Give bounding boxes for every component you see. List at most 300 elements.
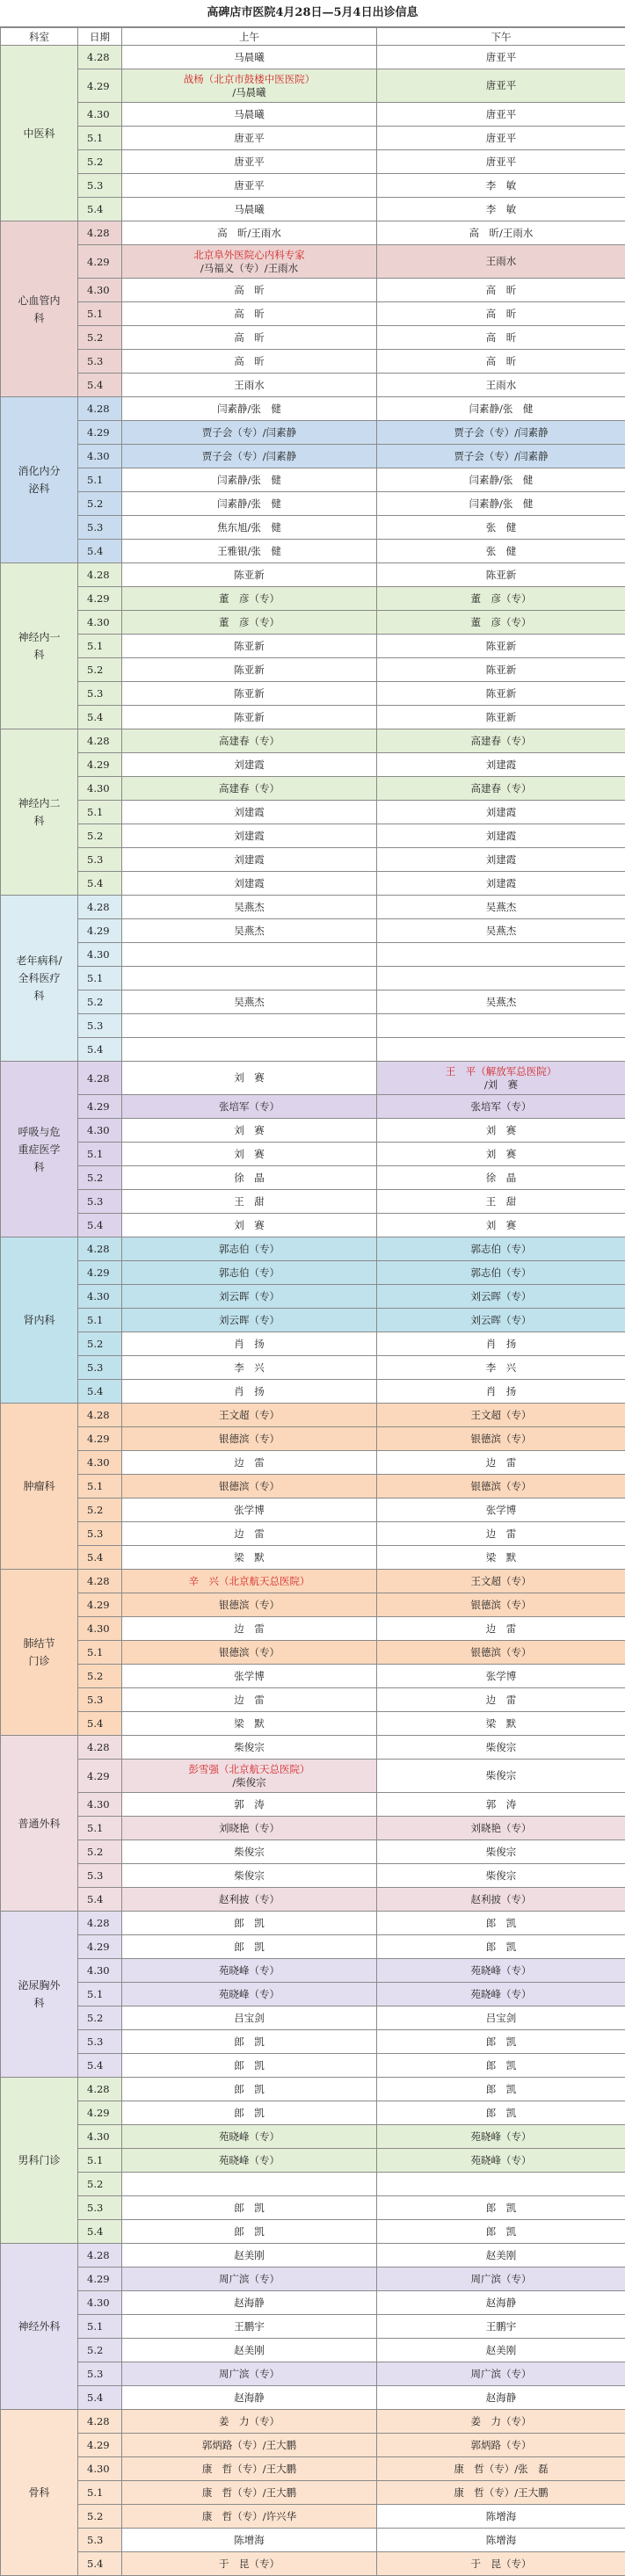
date-cell: 5.4 bbox=[78, 374, 122, 397]
date-cell: 4.29 bbox=[78, 1593, 122, 1617]
am-doctor-cell: 陈亚新 bbox=[122, 658, 377, 682]
date-cell: 5.3 bbox=[78, 350, 122, 374]
pm-doctor-cell: 赵利披（专） bbox=[377, 1888, 625, 1912]
date-cell: 4.30 bbox=[78, 279, 122, 302]
schedule-row bbox=[1, 1712, 625, 1736]
schedule-row bbox=[1, 1475, 625, 1498]
department-cell: 男科门诊 bbox=[1, 2078, 78, 2244]
am-doctor-cell: 王 甜 bbox=[122, 1190, 377, 1214]
date-cell: 4.29 bbox=[78, 421, 122, 445]
schedule-row bbox=[1, 492, 625, 516]
am-doctor-cell: 梁 默 bbox=[122, 1712, 377, 1736]
am-doctor-cell: 郭志伯（专） bbox=[122, 1261, 377, 1285]
pm-doctor-cell: 李 敏 bbox=[377, 198, 625, 221]
pm-doctor-cell: 张学博 bbox=[377, 1665, 625, 1688]
schedule-body bbox=[1, 46, 625, 2576]
schedule-row bbox=[1, 1617, 625, 1641]
am-doctor-cell: 高建春（专） bbox=[122, 729, 377, 753]
am-doctor-cell: 陈亚新 bbox=[122, 706, 377, 729]
date-cell: 5.2 bbox=[78, 1840, 122, 1864]
pm-doctor-cell: 陈亚新 bbox=[377, 682, 625, 706]
am-doctor-cell: 柴俊宗 bbox=[122, 1864, 377, 1888]
schedule-row bbox=[1, 563, 625, 587]
pm-doctor-cell bbox=[377, 1062, 625, 1095]
schedule-row bbox=[1, 2410, 625, 2434]
schedule-row bbox=[1, 1427, 625, 1451]
date-cell: 5.1 bbox=[78, 1641, 122, 1665]
pm-doctor-cell: 闫素静/张 健 bbox=[377, 468, 625, 492]
schedule-row bbox=[1, 2268, 625, 2291]
pm-doctor-cell: 高建春（专） bbox=[377, 729, 625, 753]
department-cell: 肿瘤科 bbox=[1, 1404, 78, 1570]
date-cell: 4.29 bbox=[78, 69, 122, 103]
date-cell: 5.4 bbox=[78, 2552, 122, 2576]
pm-doctor-cell: 郎 凯 bbox=[377, 1935, 625, 1959]
am-doctor-cell: 刘 赛 bbox=[122, 1062, 377, 1095]
pm-doctor-cell: 姜 力（专） bbox=[377, 2410, 625, 2434]
schedule-row bbox=[1, 2101, 625, 2125]
am-doctor-cell: 李 兴 bbox=[122, 1356, 377, 1380]
schedule-row bbox=[1, 1935, 625, 1959]
schedule-row bbox=[1, 729, 625, 753]
schedule-row bbox=[1, 2315, 625, 2339]
schedule-row bbox=[1, 1237, 625, 1261]
pm-doctor-cell: 柴俊宗 bbox=[377, 1864, 625, 1888]
page-title: 高碑店市医院4月28日—5月4日出诊信息 bbox=[0, 0, 625, 27]
date-cell: 4.30 bbox=[78, 777, 122, 801]
pm-doctor-cell: 郎 凯 bbox=[377, 1912, 625, 1935]
pm-doctor-cell: 赵海静 bbox=[377, 2386, 625, 2410]
pm-doctor-cell: 柴俊宗 bbox=[377, 1840, 625, 1864]
am-doctor-cell: 边 雷 bbox=[122, 1617, 377, 1641]
date-cell: 5.2 bbox=[78, 1498, 122, 1522]
pm-doctor-cell: 吴燕杰 bbox=[377, 990, 625, 1014]
pm-doctor-cell: 康 哲（专）/张 磊 bbox=[377, 2457, 625, 2481]
pm-doctor-cell: 刘建霞 bbox=[377, 848, 625, 872]
pm-doctor-cell: 陈亚新 bbox=[377, 706, 625, 729]
schedule-row bbox=[1, 421, 625, 445]
schedule-row bbox=[1, 1451, 625, 1475]
pm-doctor-cell: 郎 凯 bbox=[377, 2078, 625, 2101]
pm-doctor-cell: 柴俊宗 bbox=[377, 1760, 625, 1793]
schedule-row bbox=[1, 1166, 625, 1190]
schedule-row bbox=[1, 1546, 625, 1570]
pm-doctor-cell: 赵美刚 bbox=[377, 2244, 625, 2268]
pm-doctor-cell: 高 昕 bbox=[377, 302, 625, 326]
doctor-text: /柴俊宗 bbox=[232, 1776, 265, 1789]
external-expert-text: 彭雪强（北京航天总医院） bbox=[189, 1763, 310, 1775]
am-doctor-cell: 徐 晶 bbox=[122, 1166, 377, 1190]
am-doctor-cell: 边 雷 bbox=[122, 1688, 377, 1712]
am-doctor-cell: 陈亚新 bbox=[122, 563, 377, 587]
am-doctor-cell: 吴燕杰 bbox=[122, 919, 377, 943]
date-cell: 5.3 bbox=[78, 1688, 122, 1712]
pm-doctor-cell: 刘云晖（专） bbox=[377, 1285, 625, 1309]
schedule-row bbox=[1, 990, 625, 1014]
am-doctor-cell: 董 彦（专） bbox=[122, 611, 377, 635]
am-doctor-cell: 银德滨（专） bbox=[122, 1475, 377, 1498]
date-cell: 5.1 bbox=[78, 2481, 122, 2505]
date-cell: 5.1 bbox=[78, 1817, 122, 1840]
am-doctor-cell: 贾子会（专）/闫素静 bbox=[122, 445, 377, 468]
am-doctor-cell: 刘云晖（专） bbox=[122, 1285, 377, 1309]
pm-doctor-cell: 张培军（专） bbox=[377, 1095, 625, 1119]
date-cell: 4.30 bbox=[78, 943, 122, 967]
schedule-row bbox=[1, 1380, 625, 1404]
schedule-row bbox=[1, 1062, 625, 1095]
schedule-row bbox=[1, 1912, 625, 1935]
am-doctor-cell: 赵利披（专） bbox=[122, 1888, 377, 1912]
schedule-row bbox=[1, 2244, 625, 2268]
pm-doctor-cell: 郭炳路（专） bbox=[377, 2434, 625, 2457]
date-cell: 5.2 bbox=[78, 824, 122, 848]
header-pm: 下午 bbox=[377, 28, 625, 46]
date-cell: 4.28 bbox=[78, 896, 122, 919]
schedule-row bbox=[1, 1840, 625, 1864]
am-doctor-cell: 辛 兴（北京航天总医院） bbox=[122, 1570, 377, 1593]
pm-doctor-cell: 郎 凯 bbox=[377, 2054, 625, 2078]
schedule-row bbox=[1, 943, 625, 967]
am-doctor-cell: 赵美刚 bbox=[122, 2244, 377, 2268]
schedule-row bbox=[1, 1760, 625, 1793]
date-cell: 4.28 bbox=[78, 729, 122, 753]
schedule-row bbox=[1, 1570, 625, 1593]
am-doctor-cell: 刘云晖（专） bbox=[122, 1309, 377, 1332]
date-cell: 5.4 bbox=[78, 1214, 122, 1237]
date-cell: 5.2 bbox=[78, 150, 122, 174]
am-doctor-cell: 王鹏宇 bbox=[122, 2315, 377, 2339]
department-cell: 消化内分 泌科 bbox=[1, 397, 78, 563]
am-doctor-cell: 肖 扬 bbox=[122, 1332, 377, 1356]
department-cell: 老年病科/ 全科医疗 科 bbox=[1, 896, 78, 1062]
date-cell: 4.28 bbox=[78, 46, 122, 69]
am-doctor-cell: 刘晓艳（专） bbox=[122, 1817, 377, 1840]
am-doctor-cell: 刘 赛 bbox=[122, 1119, 377, 1143]
department-cell: 肺结节 门诊 bbox=[1, 1570, 78, 1736]
schedule-row bbox=[1, 1143, 625, 1166]
am-doctor-cell: 郭志伯（专） bbox=[122, 1237, 377, 1261]
date-cell: 5.2 bbox=[78, 2339, 122, 2362]
am-doctor-cell: 吕宝剑 bbox=[122, 2006, 377, 2030]
schedule-row bbox=[1, 1593, 625, 1617]
date-cell: 5.1 bbox=[78, 127, 122, 150]
am-doctor-cell: 银德滨（专） bbox=[122, 1593, 377, 1617]
am-doctor-cell: 刘建霞 bbox=[122, 872, 377, 896]
schedule-row bbox=[1, 326, 625, 350]
pm-doctor-cell: 刘晓艳（专） bbox=[377, 1817, 625, 1840]
schedule-row bbox=[1, 350, 625, 374]
date-cell: 5.3 bbox=[78, 2196, 122, 2220]
pm-doctor-cell: 边 雷 bbox=[377, 1617, 625, 1641]
date-cell: 5.3 bbox=[78, 174, 122, 198]
pm-doctor-cell: 苑晓峰（专） bbox=[377, 1959, 625, 1983]
date-cell: 5.3 bbox=[78, 2030, 122, 2054]
schedule-row bbox=[1, 896, 625, 919]
schedule-row bbox=[1, 1498, 625, 1522]
pm-doctor-cell: 边 雷 bbox=[377, 1522, 625, 1546]
date-cell: 5.3 bbox=[78, 1014, 122, 1038]
schedule-row bbox=[1, 611, 625, 635]
schedule-row bbox=[1, 198, 625, 221]
am-doctor-cell: 赵美刚 bbox=[122, 2339, 377, 2362]
department-cell: 呼吸与危 重症医学 科 bbox=[1, 1062, 78, 1237]
schedule-row bbox=[1, 2339, 625, 2362]
am-doctor-cell: 刘建霞 bbox=[122, 848, 377, 872]
schedule-row bbox=[1, 279, 625, 302]
schedule-row bbox=[1, 1309, 625, 1332]
pm-doctor-cell: 边 雷 bbox=[377, 1688, 625, 1712]
date-cell: 5.1 bbox=[78, 302, 122, 326]
schedule-row bbox=[1, 2220, 625, 2244]
am-doctor-cell bbox=[122, 2173, 377, 2196]
schedule-row bbox=[1, 2054, 625, 2078]
am-doctor-cell: 张学博 bbox=[122, 1498, 377, 1522]
schedule-row bbox=[1, 1736, 625, 1760]
am-doctor-cell: 郎 凯 bbox=[122, 1935, 377, 1959]
date-cell: 4.29 bbox=[78, 1095, 122, 1119]
schedule-row bbox=[1, 174, 625, 198]
schedule-row bbox=[1, 801, 625, 824]
pm-doctor-cell: 张学博 bbox=[377, 1498, 625, 1522]
department-cell: 心血管内 科 bbox=[1, 221, 78, 397]
pm-doctor-cell: 王文超（专） bbox=[377, 1570, 625, 1593]
pm-doctor-cell: 周广滨（专） bbox=[377, 2362, 625, 2386]
am-doctor-cell: 郎 凯 bbox=[122, 2101, 377, 2125]
pm-doctor-cell: 高 昕 bbox=[377, 350, 625, 374]
am-doctor-cell: 陈亚新 bbox=[122, 682, 377, 706]
date-cell: 4.29 bbox=[78, 919, 122, 943]
header-dept: 科室 bbox=[1, 28, 78, 46]
schedule-row bbox=[1, 1261, 625, 1285]
am-doctor-cell: 董 彦（专） bbox=[122, 587, 377, 611]
date-cell: 5.1 bbox=[78, 2149, 122, 2173]
schedule-row bbox=[1, 1641, 625, 1665]
department-cell: 泌尿胸外 科 bbox=[1, 1912, 78, 2078]
am-doctor-cell: 于 昆（专） bbox=[122, 2552, 377, 2576]
date-cell: 4.28 bbox=[78, 221, 122, 245]
schedule-row bbox=[1, 2505, 625, 2529]
am-doctor-cell bbox=[122, 967, 377, 990]
am-doctor-cell: 苑晓峰（专） bbox=[122, 2125, 377, 2149]
pm-doctor-cell: 梁 默 bbox=[377, 1546, 625, 1570]
pm-doctor-cell: 高建春（专） bbox=[377, 777, 625, 801]
date-cell: 4.30 bbox=[78, 2457, 122, 2481]
am-doctor-cell: 郭 涛 bbox=[122, 1793, 377, 1817]
am-doctor-cell: 焦东旭/张 健 bbox=[122, 516, 377, 540]
pm-doctor-cell: 张 健 bbox=[377, 540, 625, 563]
am-doctor-cell: 刘建霞 bbox=[122, 753, 377, 777]
date-cell: 4.28 bbox=[78, 1237, 122, 1261]
schedule-row bbox=[1, 2196, 625, 2220]
date-cell: 5.3 bbox=[78, 1522, 122, 1546]
date-cell: 5.2 bbox=[78, 492, 122, 516]
am-doctor-cell: 边 雷 bbox=[122, 1451, 377, 1475]
pm-doctor-cell: 唐亚平 bbox=[377, 127, 625, 150]
schedule-row bbox=[1, 2030, 625, 2054]
date-cell: 4.30 bbox=[78, 2125, 122, 2149]
pm-doctor-cell: 银德滨（专） bbox=[377, 1475, 625, 1498]
pm-doctor-cell: 赵海静 bbox=[377, 2291, 625, 2315]
schedule-row bbox=[1, 516, 625, 540]
schedule-row bbox=[1, 1793, 625, 1817]
pm-doctor-cell: 王文超（专） bbox=[377, 1404, 625, 1427]
date-cell: 5.1 bbox=[78, 801, 122, 824]
schedule-table bbox=[0, 27, 625, 2576]
pm-doctor-cell: 肖 扬 bbox=[377, 1332, 625, 1356]
schedule-row bbox=[1, 540, 625, 563]
department-cell: 神经内二 科 bbox=[1, 729, 78, 896]
pm-doctor-cell: 李 敏 bbox=[377, 174, 625, 198]
date-cell: 4.30 bbox=[78, 1119, 122, 1143]
external-expert-text: 王 平（解放军总医院） bbox=[446, 1065, 557, 1078]
am-doctor-cell: 唐亚平 bbox=[122, 174, 377, 198]
am-doctor-cell: 唐亚平 bbox=[122, 150, 377, 174]
pm-doctor-cell bbox=[377, 1014, 625, 1038]
schedule-row bbox=[1, 1959, 625, 1983]
pm-doctor-cell: 唐亚平 bbox=[377, 69, 625, 103]
date-cell: 4.29 bbox=[78, 1760, 122, 1793]
pm-doctor-cell: 王雨水 bbox=[377, 374, 625, 397]
date-cell: 5.1 bbox=[78, 468, 122, 492]
am-doctor-cell: 高 昕 bbox=[122, 279, 377, 302]
date-cell: 5.4 bbox=[78, 2220, 122, 2244]
date-cell: 4.30 bbox=[78, 445, 122, 468]
am-doctor-cell: 闫素静/张 健 bbox=[122, 468, 377, 492]
schedule-row bbox=[1, 397, 625, 421]
am-doctor-cell: 张学博 bbox=[122, 1665, 377, 1688]
am-doctor-cell: 郎 凯 bbox=[122, 2220, 377, 2244]
schedule-row bbox=[1, 777, 625, 801]
date-cell: 5.3 bbox=[78, 1190, 122, 1214]
pm-doctor-cell: 吴燕杰 bbox=[377, 919, 625, 943]
am-doctor-cell: 郎 凯 bbox=[122, 1912, 377, 1935]
am-doctor-cell: 苑晓峰（专） bbox=[122, 2149, 377, 2173]
pm-doctor-cell: 贾子会（专）/闫素静 bbox=[377, 445, 625, 468]
am-doctor-cell: 王雅银/张 健 bbox=[122, 540, 377, 563]
pm-doctor-cell: 刘建霞 bbox=[377, 801, 625, 824]
date-cell: 4.29 bbox=[78, 1935, 122, 1959]
am-doctor-cell: 边 雷 bbox=[122, 1522, 377, 1546]
date-cell: 4.30 bbox=[78, 103, 122, 127]
schedule-row bbox=[1, 1888, 625, 1912]
am-doctor-cell: 马晨曦 bbox=[122, 46, 377, 69]
pm-doctor-cell bbox=[377, 967, 625, 990]
pm-doctor-cell: 柴俊宗 bbox=[377, 1736, 625, 1760]
schedule-row bbox=[1, 682, 625, 706]
am-doctor-cell: 柴俊宗 bbox=[122, 1736, 377, 1760]
am-doctor-cell: 贾子会（专）/闫素静 bbox=[122, 421, 377, 445]
date-cell: 5.1 bbox=[78, 1309, 122, 1332]
am-doctor-cell: 银德滨（专） bbox=[122, 1641, 377, 1665]
pm-doctor-cell: 刘 赛 bbox=[377, 1214, 625, 1237]
am-doctor-cell: 姜 力（专） bbox=[122, 2410, 377, 2434]
date-cell: 5.1 bbox=[78, 2315, 122, 2339]
schedule-row bbox=[1, 468, 625, 492]
pm-doctor-cell: 边 雷 bbox=[377, 1451, 625, 1475]
pm-doctor-cell: 唐亚平 bbox=[377, 46, 625, 69]
department-cell: 神经外科 bbox=[1, 2244, 78, 2410]
pm-doctor-cell: 董 彦（专） bbox=[377, 611, 625, 635]
date-cell: 5.1 bbox=[78, 967, 122, 990]
department-cell: 骨科 bbox=[1, 2410, 78, 2576]
pm-doctor-cell: 李 兴 bbox=[377, 1356, 625, 1380]
date-cell: 5.2 bbox=[78, 2006, 122, 2030]
department-cell: 肾内科 bbox=[1, 1237, 78, 1404]
schedule-row bbox=[1, 1983, 625, 2006]
am-doctor-cell: 高 昕 bbox=[122, 326, 377, 350]
date-cell: 5.4 bbox=[78, 2054, 122, 2078]
am-doctor-cell bbox=[122, 1760, 377, 1793]
pm-doctor-cell bbox=[377, 2173, 625, 2196]
schedule-row bbox=[1, 2149, 625, 2173]
schedule-row bbox=[1, 2481, 625, 2505]
am-doctor-cell bbox=[122, 1014, 377, 1038]
pm-doctor-cell: 徐 晶 bbox=[377, 1166, 625, 1190]
schedule-row bbox=[1, 1356, 625, 1380]
date-cell: 4.28 bbox=[78, 1912, 122, 1935]
date-cell: 4.30 bbox=[78, 611, 122, 635]
pm-doctor-cell: 高 昕 bbox=[377, 326, 625, 350]
date-cell: 5.4 bbox=[78, 1712, 122, 1736]
am-doctor-cell bbox=[122, 245, 377, 279]
schedule-row bbox=[1, 1404, 625, 1427]
date-cell: 5.4 bbox=[78, 1888, 122, 1912]
date-cell: 5.4 bbox=[78, 2386, 122, 2410]
pm-doctor-cell bbox=[377, 943, 625, 967]
pm-doctor-cell: 苑晓峰（专） bbox=[377, 2149, 625, 2173]
header-row bbox=[1, 28, 625, 46]
am-doctor-cell: 王雨水 bbox=[122, 374, 377, 397]
date-cell: 4.28 bbox=[78, 1404, 122, 1427]
pm-doctor-cell: 张 健 bbox=[377, 516, 625, 540]
pm-doctor-cell: 刘建霞 bbox=[377, 872, 625, 896]
date-cell: 4.30 bbox=[78, 2291, 122, 2315]
pm-doctor-cell: 银德滨（专） bbox=[377, 1427, 625, 1451]
am-doctor-cell bbox=[122, 69, 377, 103]
department-cell: 中医科 bbox=[1, 46, 78, 221]
pm-doctor-cell: 吴燕杰 bbox=[377, 896, 625, 919]
date-cell: 5.2 bbox=[78, 1332, 122, 1356]
pm-doctor-cell: 高 昕 bbox=[377, 279, 625, 302]
date-cell: 5.3 bbox=[78, 682, 122, 706]
date-cell: 4.29 bbox=[78, 2101, 122, 2125]
am-doctor-cell: 陈亚新 bbox=[122, 635, 377, 658]
pm-doctor-cell: 刘云晖（专） bbox=[377, 1309, 625, 1332]
pm-doctor-cell: 陈亚新 bbox=[377, 563, 625, 587]
schedule-row bbox=[1, 302, 625, 326]
schedule-row bbox=[1, 1119, 625, 1143]
schedule-row bbox=[1, 46, 625, 69]
schedule-row bbox=[1, 1214, 625, 1237]
date-cell: 5.4 bbox=[78, 1546, 122, 1570]
date-cell: 5.4 bbox=[78, 706, 122, 729]
pm-doctor-cell: 康 哲（专）/王大鹏 bbox=[377, 2481, 625, 2505]
pm-doctor-cell: 董 彦（专） bbox=[377, 587, 625, 611]
pm-doctor-cell: 郭 涛 bbox=[377, 1793, 625, 1817]
am-doctor-cell: 周广滨（专） bbox=[122, 2268, 377, 2291]
schedule-row bbox=[1, 1817, 625, 1840]
schedule-row bbox=[1, 2386, 625, 2410]
date-cell: 5.2 bbox=[78, 990, 122, 1014]
am-doctor-cell: 康 哲（专）/王大鹏 bbox=[122, 2481, 377, 2505]
date-cell: 5.2 bbox=[78, 326, 122, 350]
schedule-row bbox=[1, 1332, 625, 1356]
date-cell: 4.28 bbox=[78, 1062, 122, 1095]
am-doctor-cell: 周广滨（专） bbox=[122, 2362, 377, 2386]
pm-doctor-cell: 银德滨（专） bbox=[377, 1593, 625, 1617]
date-cell: 4.28 bbox=[78, 2078, 122, 2101]
date-cell: 5.3 bbox=[78, 516, 122, 540]
